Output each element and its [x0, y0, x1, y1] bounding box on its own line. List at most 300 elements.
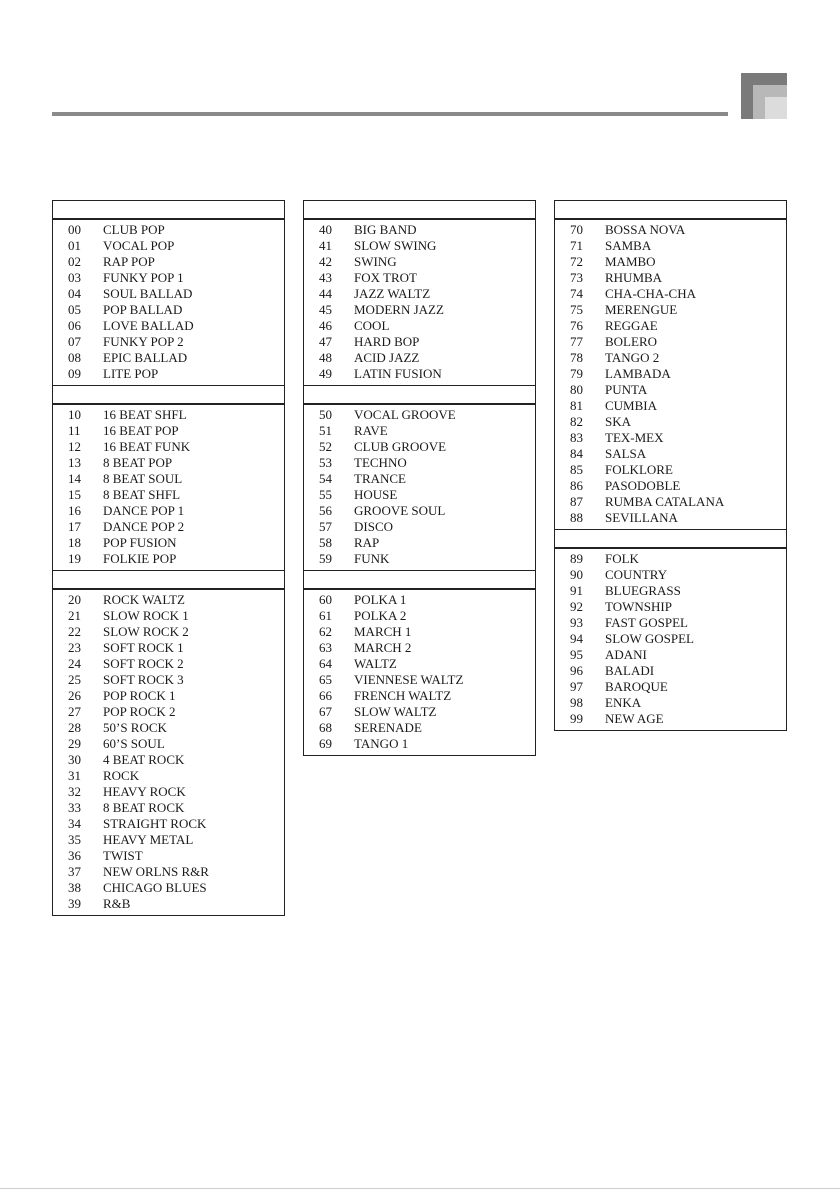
- rhythm-row: [304, 704, 535, 720]
- rhythm-number: 24: [68, 656, 81, 671]
- rhythm-number: 98: [570, 695, 583, 710]
- rhythm-name: TEX-MEX: [605, 430, 664, 445]
- rhythm-name: POLKA 1: [354, 592, 407, 607]
- rhythm-row: [555, 222, 786, 238]
- rhythm-row: [53, 688, 284, 704]
- rhythm-number: 10: [68, 407, 81, 422]
- rhythm-number: 40: [319, 222, 332, 237]
- rhythm-name: REGGAE: [605, 318, 658, 333]
- rhythm-row: [53, 334, 284, 350]
- rhythm-row: [53, 864, 284, 880]
- rhythm-name: 8 BEAT POP: [103, 455, 173, 470]
- rhythm-list-column-3: [554, 200, 787, 731]
- rhythm-number: 04: [68, 286, 81, 301]
- rhythm-number: 47: [319, 334, 332, 349]
- rhythm-name: ENKA: [605, 695, 642, 710]
- rhythm-name: SALSA: [605, 446, 647, 461]
- rhythm-row: [555, 398, 786, 414]
- rhythm-name: PASODOBLE: [605, 478, 681, 493]
- rhythm-number: 01: [68, 238, 81, 253]
- rhythm-number: 96: [570, 663, 583, 678]
- rhythm-row: [53, 487, 284, 503]
- rhythm-row: [53, 423, 284, 439]
- rhythm-row: [555, 414, 786, 430]
- rhythm-row: [555, 430, 786, 446]
- rhythm-group: [304, 405, 535, 570]
- rhythm-name: CHICAGO BLUES: [103, 880, 207, 895]
- rhythm-row: [304, 423, 535, 439]
- rhythm-row: [555, 615, 786, 631]
- rhythm-row: [53, 720, 284, 736]
- rhythm-number: 67: [319, 704, 332, 719]
- rhythm-number: 38: [68, 880, 81, 895]
- rhythm-row: [555, 510, 786, 526]
- rhythm-name: BAROQUE: [605, 679, 668, 694]
- rhythm-number: 54: [319, 471, 332, 486]
- rhythm-number: 70: [570, 222, 583, 237]
- rhythm-number: 23: [68, 640, 81, 655]
- rhythm-row: [53, 704, 284, 720]
- rhythm-name: MODERN JAZZ: [354, 302, 444, 317]
- rhythm-row: [555, 583, 786, 599]
- rhythm-name: BOSSA NOVA: [605, 222, 686, 237]
- rhythm-row: [555, 446, 786, 462]
- rhythm-name: TANGO 1: [354, 736, 409, 751]
- rhythm-name: TRANCE: [354, 471, 406, 486]
- rhythm-number: 48: [319, 350, 332, 365]
- rhythm-row: [304, 503, 535, 519]
- rhythm-group: [304, 220, 535, 385]
- rhythm-group: [53, 590, 284, 915]
- rhythm-number: 89: [570, 551, 583, 566]
- rhythm-number: 50: [319, 407, 332, 422]
- rhythm-number: 65: [319, 672, 332, 687]
- rhythm-number: 51: [319, 423, 332, 438]
- rhythm-number: 87: [570, 494, 583, 509]
- rhythm-name: NEW ORLNS R&R: [103, 864, 209, 879]
- rhythm-row: [555, 631, 786, 647]
- rhythm-row: [304, 286, 535, 302]
- rhythm-row: [304, 656, 535, 672]
- rhythm-name: ADANI: [605, 647, 647, 662]
- rhythm-number: 63: [319, 640, 332, 655]
- rhythm-row: [53, 471, 284, 487]
- rhythm-name: HEAVY ROCK: [103, 784, 186, 799]
- rhythm-number: 75: [570, 302, 583, 317]
- rhythm-name: SOUL BALLAD: [103, 286, 193, 301]
- rhythm-row: [53, 848, 284, 864]
- rhythm-name: SLOW GOSPEL: [605, 631, 694, 646]
- rhythm-number: 42: [319, 254, 332, 269]
- rhythm-row: [304, 640, 535, 656]
- rhythm-row: [304, 471, 535, 487]
- rhythm-name: ROCK: [103, 768, 140, 783]
- rhythm-number: 62: [319, 624, 332, 639]
- rhythm-row: [53, 656, 284, 672]
- rhythm-row: [53, 238, 284, 254]
- rhythm-row: [304, 254, 535, 270]
- section-tab-icon: [741, 73, 787, 119]
- rhythm-number: 71: [570, 238, 583, 253]
- rhythm-row: [53, 880, 284, 896]
- rhythm-row: [555, 318, 786, 334]
- rhythm-number: 09: [68, 366, 81, 381]
- rhythm-number: 84: [570, 446, 583, 461]
- rhythm-name: FOLKIE POP: [103, 551, 177, 566]
- rhythm-number: 08: [68, 350, 81, 365]
- rhythm-name: MARCH 2: [354, 640, 412, 655]
- rhythm-row: [555, 382, 786, 398]
- rhythm-name: SOFT ROCK 3: [103, 672, 184, 687]
- rhythm-row: [53, 640, 284, 656]
- rhythm-row: [53, 768, 284, 784]
- rhythm-number: 91: [570, 583, 583, 598]
- rhythm-name: GROOVE SOUL: [354, 503, 446, 518]
- rhythm-number: 52: [319, 439, 332, 454]
- rhythm-row: [555, 350, 786, 366]
- rhythm-name: CHA-CHA-CHA: [605, 286, 696, 301]
- rhythm-row: [53, 624, 284, 640]
- rhythm-name: 8 BEAT SOUL: [103, 471, 183, 486]
- rhythm-row: [555, 286, 786, 302]
- rhythm-number: 97: [570, 679, 583, 694]
- rhythm-name: COUNTRY: [605, 567, 668, 582]
- group-header: [304, 570, 535, 590]
- rhythm-name: POLKA 2: [354, 608, 407, 623]
- rhythm-row: [304, 318, 535, 334]
- rhythm-number: 07: [68, 334, 81, 349]
- rhythm-name: STRAIGHT ROCK: [103, 816, 207, 831]
- group-header: [555, 529, 786, 549]
- rhythm-number: 49: [319, 366, 332, 381]
- rhythm-row: [304, 624, 535, 640]
- rhythm-name: MERENGUE: [605, 302, 678, 317]
- group-header: [53, 385, 284, 405]
- rhythm-row: [53, 222, 284, 238]
- rhythm-row: [53, 608, 284, 624]
- rhythm-row: [555, 254, 786, 270]
- rhythm-number: 12: [68, 439, 81, 454]
- rhythm-row: [555, 695, 786, 711]
- rhythm-row: [555, 366, 786, 382]
- rhythm-name: RHUMBA: [605, 270, 663, 285]
- rhythm-row: [304, 334, 535, 350]
- rhythm-name: SWING: [354, 254, 397, 269]
- rhythm-number: 77: [570, 334, 583, 349]
- rhythm-number: 29: [68, 736, 81, 751]
- rhythm-name: FOX TROT: [354, 270, 417, 285]
- rhythm-row: [555, 478, 786, 494]
- rhythm-row: [304, 736, 535, 752]
- rhythm-name: TANGO 2: [605, 350, 660, 365]
- rhythm-number: 36: [68, 848, 81, 863]
- rhythm-name: SOFT ROCK 2: [103, 656, 184, 671]
- rhythm-row: [53, 832, 284, 848]
- rhythm-name: POP ROCK 2: [103, 704, 176, 719]
- rhythm-name: MAMBO: [605, 254, 656, 269]
- rhythm-row: [53, 270, 284, 286]
- rhythm-number: 81: [570, 398, 583, 413]
- rhythm-number: 72: [570, 254, 583, 269]
- rhythm-row: [555, 711, 786, 727]
- rhythm-name: LITE POP: [103, 366, 159, 381]
- rhythm-number: 25: [68, 672, 81, 687]
- rhythm-row: [304, 487, 535, 503]
- group-header: [304, 201, 535, 220]
- rhythm-number: 99: [570, 711, 583, 726]
- rhythm-group: [53, 405, 284, 570]
- rhythm-row: [555, 462, 786, 478]
- rhythm-name: SEVILLANA: [605, 510, 678, 525]
- rhythm-number: 94: [570, 631, 583, 646]
- rhythm-name: HOUSE: [354, 487, 398, 502]
- rhythm-group: [53, 220, 284, 385]
- rhythm-number: 46: [319, 318, 332, 333]
- rhythm-number: 16: [68, 503, 81, 518]
- rhythm-number: 34: [68, 816, 81, 831]
- header-rule: [52, 112, 728, 116]
- rhythm-row: [53, 286, 284, 302]
- rhythm-row: [304, 439, 535, 455]
- rhythm-list-column-1: [52, 200, 285, 916]
- rhythm-name: SLOW ROCK 1: [103, 608, 189, 623]
- rhythm-number: 68: [319, 720, 332, 735]
- rhythm-number: 39: [68, 896, 81, 911]
- rhythm-name: 4 BEAT ROCK: [103, 752, 185, 767]
- rhythm-row: [53, 592, 284, 608]
- rhythm-number: 13: [68, 455, 81, 470]
- rhythm-number: 56: [319, 503, 332, 518]
- rhythm-name: FUNK: [354, 551, 390, 566]
- rhythm-name: NEW AGE: [605, 711, 664, 726]
- rhythm-number: 88: [570, 510, 583, 525]
- rhythm-row: [555, 663, 786, 679]
- rhythm-name: SAMBA: [605, 238, 652, 253]
- rhythm-number: 35: [68, 832, 81, 847]
- rhythm-number: 73: [570, 270, 583, 285]
- rhythm-name: TWIST: [103, 848, 143, 863]
- rhythm-row: [555, 302, 786, 318]
- rhythm-row: [53, 784, 284, 800]
- rhythm-name: DISCO: [354, 519, 394, 534]
- rhythm-name: DANCE POP 1: [103, 503, 185, 518]
- rhythm-row: [53, 439, 284, 455]
- rhythm-row: [53, 736, 284, 752]
- rhythm-row: [53, 672, 284, 688]
- rhythm-name: TOWNSHIP: [605, 599, 672, 614]
- rhythm-row: [555, 599, 786, 615]
- rhythm-name: SLOW ROCK 2: [103, 624, 189, 639]
- rhythm-row: [53, 816, 284, 832]
- rhythm-number: 30: [68, 752, 81, 767]
- rhythm-name: DANCE POP 2: [103, 519, 185, 534]
- rhythm-number: 60: [319, 592, 332, 607]
- rhythm-name: LATIN FUSION: [354, 366, 442, 381]
- rhythm-name: POP FUSION: [103, 535, 177, 550]
- rhythm-row: [53, 302, 284, 318]
- rhythm-name: LOVE BALLAD: [103, 318, 194, 333]
- rhythm-name: FUNKY POP 2: [103, 334, 184, 349]
- rhythm-name: TECHNO: [354, 455, 407, 470]
- rhythm-number: 19: [68, 551, 81, 566]
- rhythm-number: 61: [319, 608, 332, 623]
- rhythm-name: 16 BEAT FUNK: [103, 439, 191, 454]
- page-edge-mark: [0, 1188, 840, 1189]
- rhythm-row: [53, 407, 284, 423]
- rhythm-group: [304, 590, 535, 755]
- rhythm-name: BALADI: [605, 663, 655, 678]
- rhythm-row: [555, 334, 786, 350]
- rhythm-row: [304, 672, 535, 688]
- rhythm-number: 33: [68, 800, 81, 815]
- rhythm-name: POP BALLAD: [103, 302, 183, 317]
- rhythm-row: [304, 608, 535, 624]
- rhythm-name: VIENNESE WALTZ: [354, 672, 464, 687]
- rhythm-number: 95: [570, 647, 583, 662]
- rhythm-name: SLOW SWING: [354, 238, 437, 253]
- rhythm-row: [53, 254, 284, 270]
- rhythm-number: 69: [319, 736, 332, 751]
- rhythm-number: 43: [319, 270, 332, 285]
- rhythm-number: 93: [570, 615, 583, 630]
- rhythm-row: [304, 592, 535, 608]
- rhythm-name: LAMBADA: [605, 366, 671, 381]
- rhythm-name: RAP: [354, 535, 380, 550]
- rhythm-name: RAVE: [354, 423, 388, 438]
- rhythm-name: EPIC BALLAD: [103, 350, 188, 365]
- rhythm-name: SOFT ROCK 1: [103, 640, 184, 655]
- rhythm-row: [555, 270, 786, 286]
- rhythm-name: FOLKLORE: [605, 462, 673, 477]
- rhythm-name: MARCH 1: [354, 624, 412, 639]
- rhythm-name: FUNKY POP 1: [103, 270, 184, 285]
- rhythm-name: VOCAL POP: [103, 238, 175, 253]
- rhythm-name: HEAVY METAL: [103, 832, 194, 847]
- rhythm-name: HARD BOP: [354, 334, 420, 349]
- rhythm-name: FOLK: [605, 551, 639, 566]
- rhythm-row: [53, 800, 284, 816]
- rhythm-name: ACID JAZZ: [354, 350, 420, 365]
- rhythm-number: 27: [68, 704, 81, 719]
- group-header: [53, 201, 284, 220]
- rhythm-number: 85: [570, 462, 583, 477]
- rhythm-row: [53, 366, 284, 382]
- rhythm-name: BLUEGRASS: [605, 583, 681, 598]
- rhythm-number: 28: [68, 720, 81, 735]
- rhythm-row: [53, 551, 284, 567]
- rhythm-name: PUNTA: [605, 382, 648, 397]
- rhythm-row: [555, 551, 786, 567]
- rhythm-number: 66: [319, 688, 332, 703]
- group-header: [304, 385, 535, 405]
- rhythm-number: 21: [68, 608, 81, 623]
- rhythm-number: 00: [68, 222, 81, 237]
- rhythm-row: [304, 407, 535, 423]
- rhythm-name: 16 BEAT SHFL: [103, 407, 187, 422]
- rhythm-number: 31: [68, 768, 81, 783]
- rhythm-number: 76: [570, 318, 583, 333]
- rhythm-name: RAP POP: [103, 254, 155, 269]
- rhythm-group: [555, 549, 786, 730]
- rhythm-name: R&B: [103, 896, 131, 911]
- rhythm-name: SKA: [605, 414, 632, 429]
- rhythm-row: [304, 366, 535, 382]
- rhythm-name: 8 BEAT ROCK: [103, 800, 185, 815]
- rhythm-name: RUMBA CATALANA: [605, 494, 725, 509]
- rhythm-number: 86: [570, 478, 583, 493]
- rhythm-number: 64: [319, 656, 332, 671]
- rhythm-number: 05: [68, 302, 81, 317]
- rhythm-number: 45: [319, 302, 332, 317]
- rhythm-row: [304, 720, 535, 736]
- rhythm-number: 03: [68, 270, 81, 285]
- rhythm-list-column-2: [303, 200, 536, 756]
- rhythm-name: CUMBIA: [605, 398, 658, 413]
- rhythm-name: SERENADE: [354, 720, 422, 735]
- rhythm-name: POP ROCK 1: [103, 688, 176, 703]
- rhythm-name: 16 BEAT POP: [103, 423, 179, 438]
- rhythm-number: 17: [68, 519, 81, 534]
- rhythm-row: [304, 222, 535, 238]
- rhythm-number: 11: [68, 423, 81, 438]
- rhythm-name: BOLERO: [605, 334, 657, 349]
- rhythm-number: 53: [319, 455, 332, 470]
- rhythm-number: 15: [68, 487, 81, 502]
- rhythm-number: 83: [570, 430, 583, 445]
- rhythm-number: 55: [319, 487, 332, 502]
- rhythm-row: [555, 647, 786, 663]
- rhythm-name: WALTZ: [354, 656, 397, 671]
- rhythm-row: [555, 567, 786, 583]
- rhythm-number: 59: [319, 551, 332, 566]
- rhythm-row: [53, 896, 284, 912]
- rhythm-number: 80: [570, 382, 583, 397]
- rhythm-row: [304, 551, 535, 567]
- rhythm-row: [304, 302, 535, 318]
- rhythm-name: CLUB POP: [103, 222, 165, 237]
- rhythm-row: [304, 688, 535, 704]
- rhythm-name: ROCK WALTZ: [103, 592, 185, 607]
- rhythm-row: [53, 752, 284, 768]
- group-header: [555, 201, 786, 220]
- rhythm-row: [304, 455, 535, 471]
- rhythm-row: [53, 350, 284, 366]
- rhythm-name: SLOW WALTZ: [354, 704, 437, 719]
- rhythm-row: [555, 238, 786, 254]
- rhythm-row: [304, 238, 535, 254]
- rhythm-name: BIG BAND: [354, 222, 417, 237]
- rhythm-name: FAST GOSPEL: [605, 615, 688, 630]
- rhythm-row: [53, 318, 284, 334]
- rhythm-number: 18: [68, 535, 81, 550]
- rhythm-row: [53, 455, 284, 471]
- rhythm-number: 26: [68, 688, 81, 703]
- rhythm-number: 74: [570, 286, 583, 301]
- rhythm-name: CLUB GROOVE: [354, 439, 447, 454]
- rhythm-row: [304, 270, 535, 286]
- rhythm-row: [53, 503, 284, 519]
- rhythm-row: [53, 535, 284, 551]
- rhythm-number: 79: [570, 366, 583, 381]
- rhythm-row: [555, 679, 786, 695]
- rhythm-number: 02: [68, 254, 81, 269]
- rhythm-name: FRENCH WALTZ: [354, 688, 452, 703]
- rhythm-row: [53, 519, 284, 535]
- rhythm-number: 41: [319, 238, 332, 253]
- rhythm-number: 14: [68, 471, 81, 486]
- rhythm-row: [304, 519, 535, 535]
- rhythm-number: 92: [570, 599, 583, 614]
